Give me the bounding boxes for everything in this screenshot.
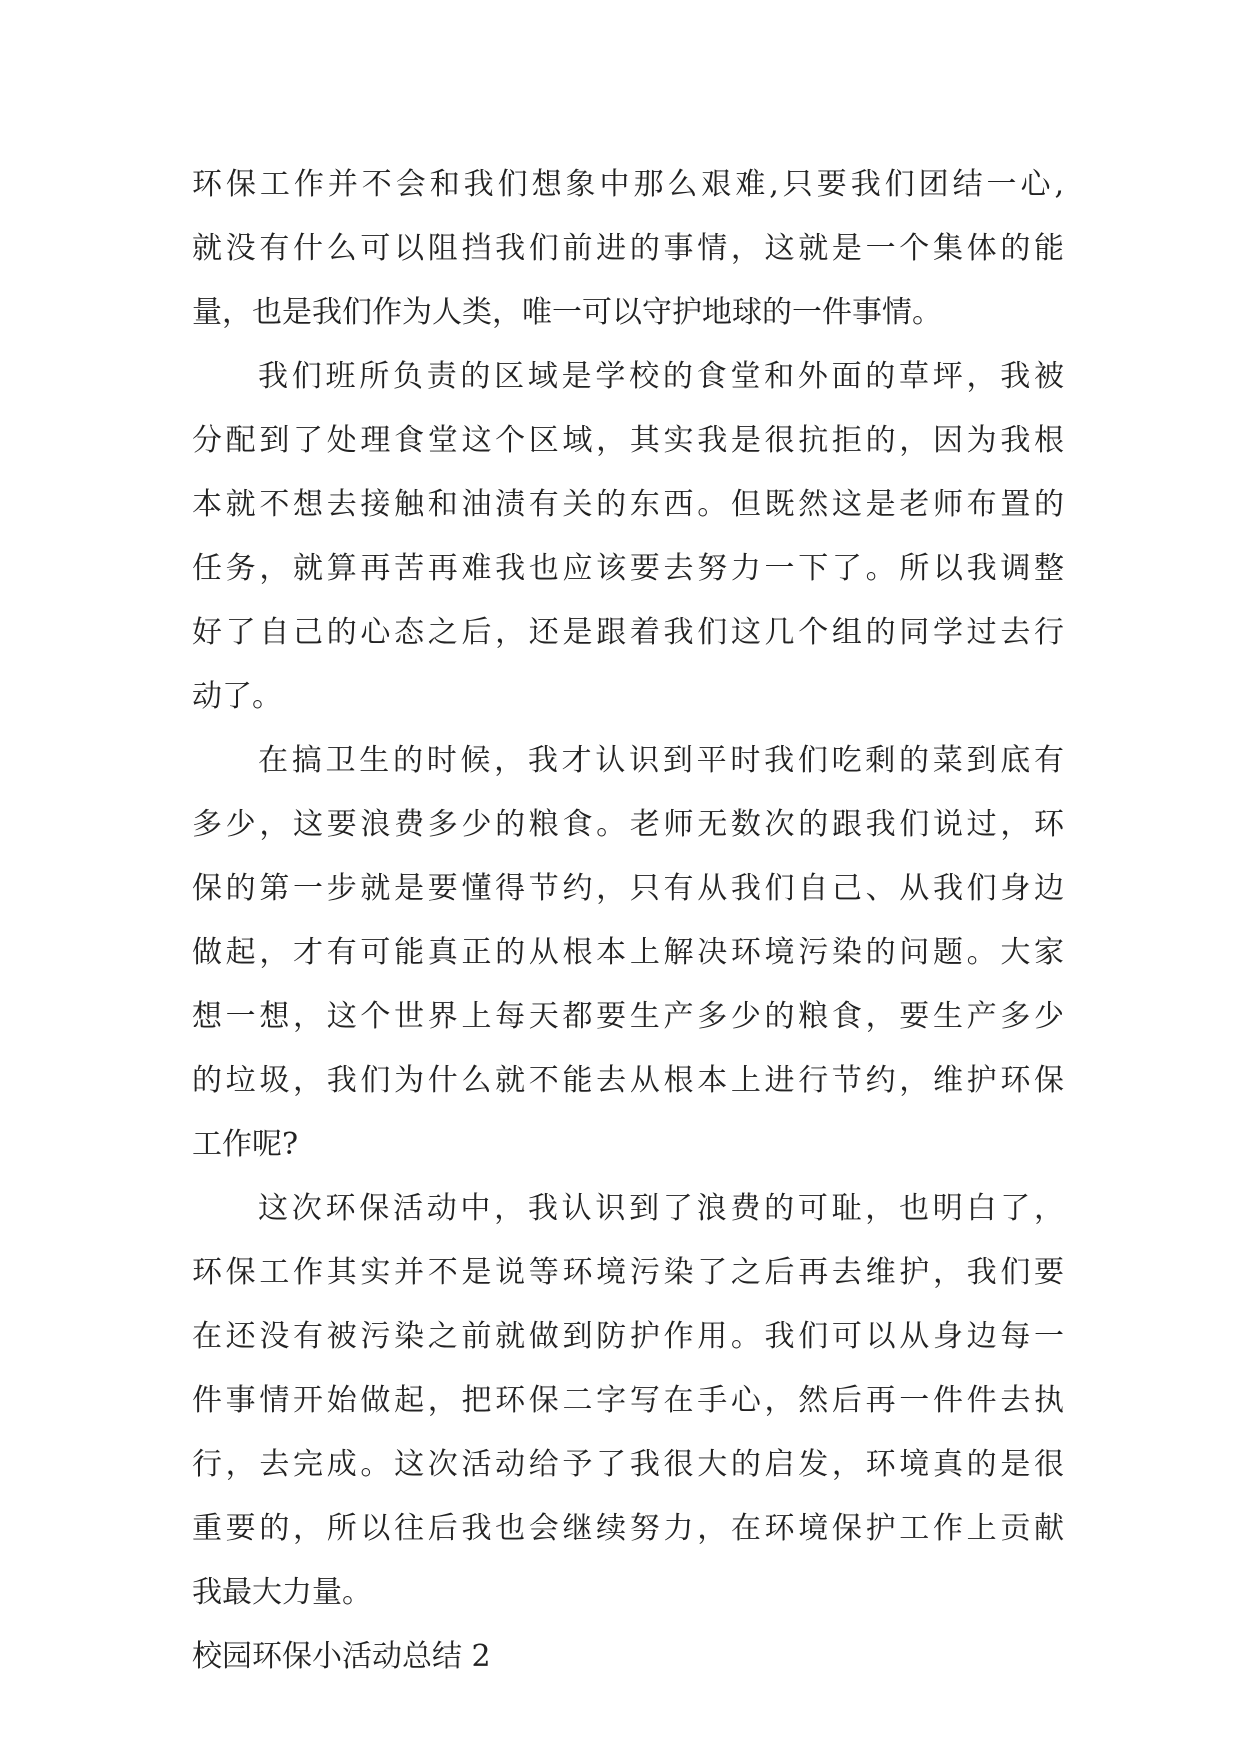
paragraph-4-line-2: 环保工作其实并不是说等环境污染了之后再去维护，我们要 xyxy=(192,1255,1064,1290)
paragraph-4-line-5: 行，去完成。这次活动给予了我很大的启发，环境真的是很 xyxy=(192,1447,1064,1482)
paragraph-4-line-4: 件事情开始做起，把环保二字写在手心，然后再一件件去执 xyxy=(192,1383,1064,1418)
paragraph-3-line-3: 保的第一步就是要懂得节约，只有从我们自己、从我们身边 xyxy=(192,871,1064,906)
paragraph-4-line-6: 重要的，所以往后我也会继续努力，在环境保护工作上贡献 xyxy=(192,1511,1064,1546)
paragraph-2-line-4: 任务，就算再苦再难我也应该要去努力一下了。所以我调整 xyxy=(192,551,1064,586)
paragraph-3-line-2: 多少，这要浪费多少的粮食。老师无数次的跟我们说过，环 xyxy=(192,807,1064,842)
paragraph-2-line-1: 我们班所负责的区域是学校的食堂和外面的草坪，我被 xyxy=(258,359,1064,394)
paragraph-3-line-4: 做起，才有可能真正的从根本上解决环境污染的问题。大家 xyxy=(192,935,1064,970)
paragraph-2-line-2: 分配到了处理食堂这个区域，其实我是很抗拒的，因为我根 xyxy=(192,423,1064,458)
paragraph-2-line-6: 动了。 xyxy=(192,679,282,714)
paragraph-4-line-7: 我最大力量。 xyxy=(192,1575,372,1610)
paragraph-4-line-3: 在还没有被污染之前就做到防护作用。我们可以从身边每一 xyxy=(192,1319,1064,1354)
paragraph-1-line-1: 环保工作并不会和我们想象中那么艰难,只要我们团结一心, xyxy=(192,167,1064,202)
section-title: 校园环保小活动总结 2 xyxy=(192,1639,491,1674)
paragraph-1-line-3: 量，也是我们作为人类，唯一可以守护地球的一件事情。 xyxy=(192,295,942,330)
paragraph-4-line-1: 这次环保活动中，我认识到了浪费的可耻，也明白了， xyxy=(258,1191,1064,1226)
paragraph-3-line-5: 想一想，这个世界上每天都要生产多少的粮食，要生产多少 xyxy=(192,999,1064,1034)
paragraph-2-line-3: 本就不想去接触和油渍有关的东西。但既然这是老师布置的 xyxy=(192,487,1064,522)
paragraph-3-line-1: 在搞卫生的时候，我才认识到平时我们吃剩的菜到底有 xyxy=(258,743,1064,778)
paragraph-1-line-2: 就没有什么可以阻挡我们前进的事情，这就是一个集体的能 xyxy=(192,231,1064,266)
paragraph-3-line-6: 的垃圾，我们为什么就不能去从根本上进行节约，维护环保 xyxy=(192,1063,1064,1098)
paragraph-3-line-7: 工作呢? xyxy=(192,1127,299,1162)
paragraph-2-line-5: 好了自己的心态之后，还是跟着我们这几个组的同学过去行 xyxy=(192,615,1064,650)
